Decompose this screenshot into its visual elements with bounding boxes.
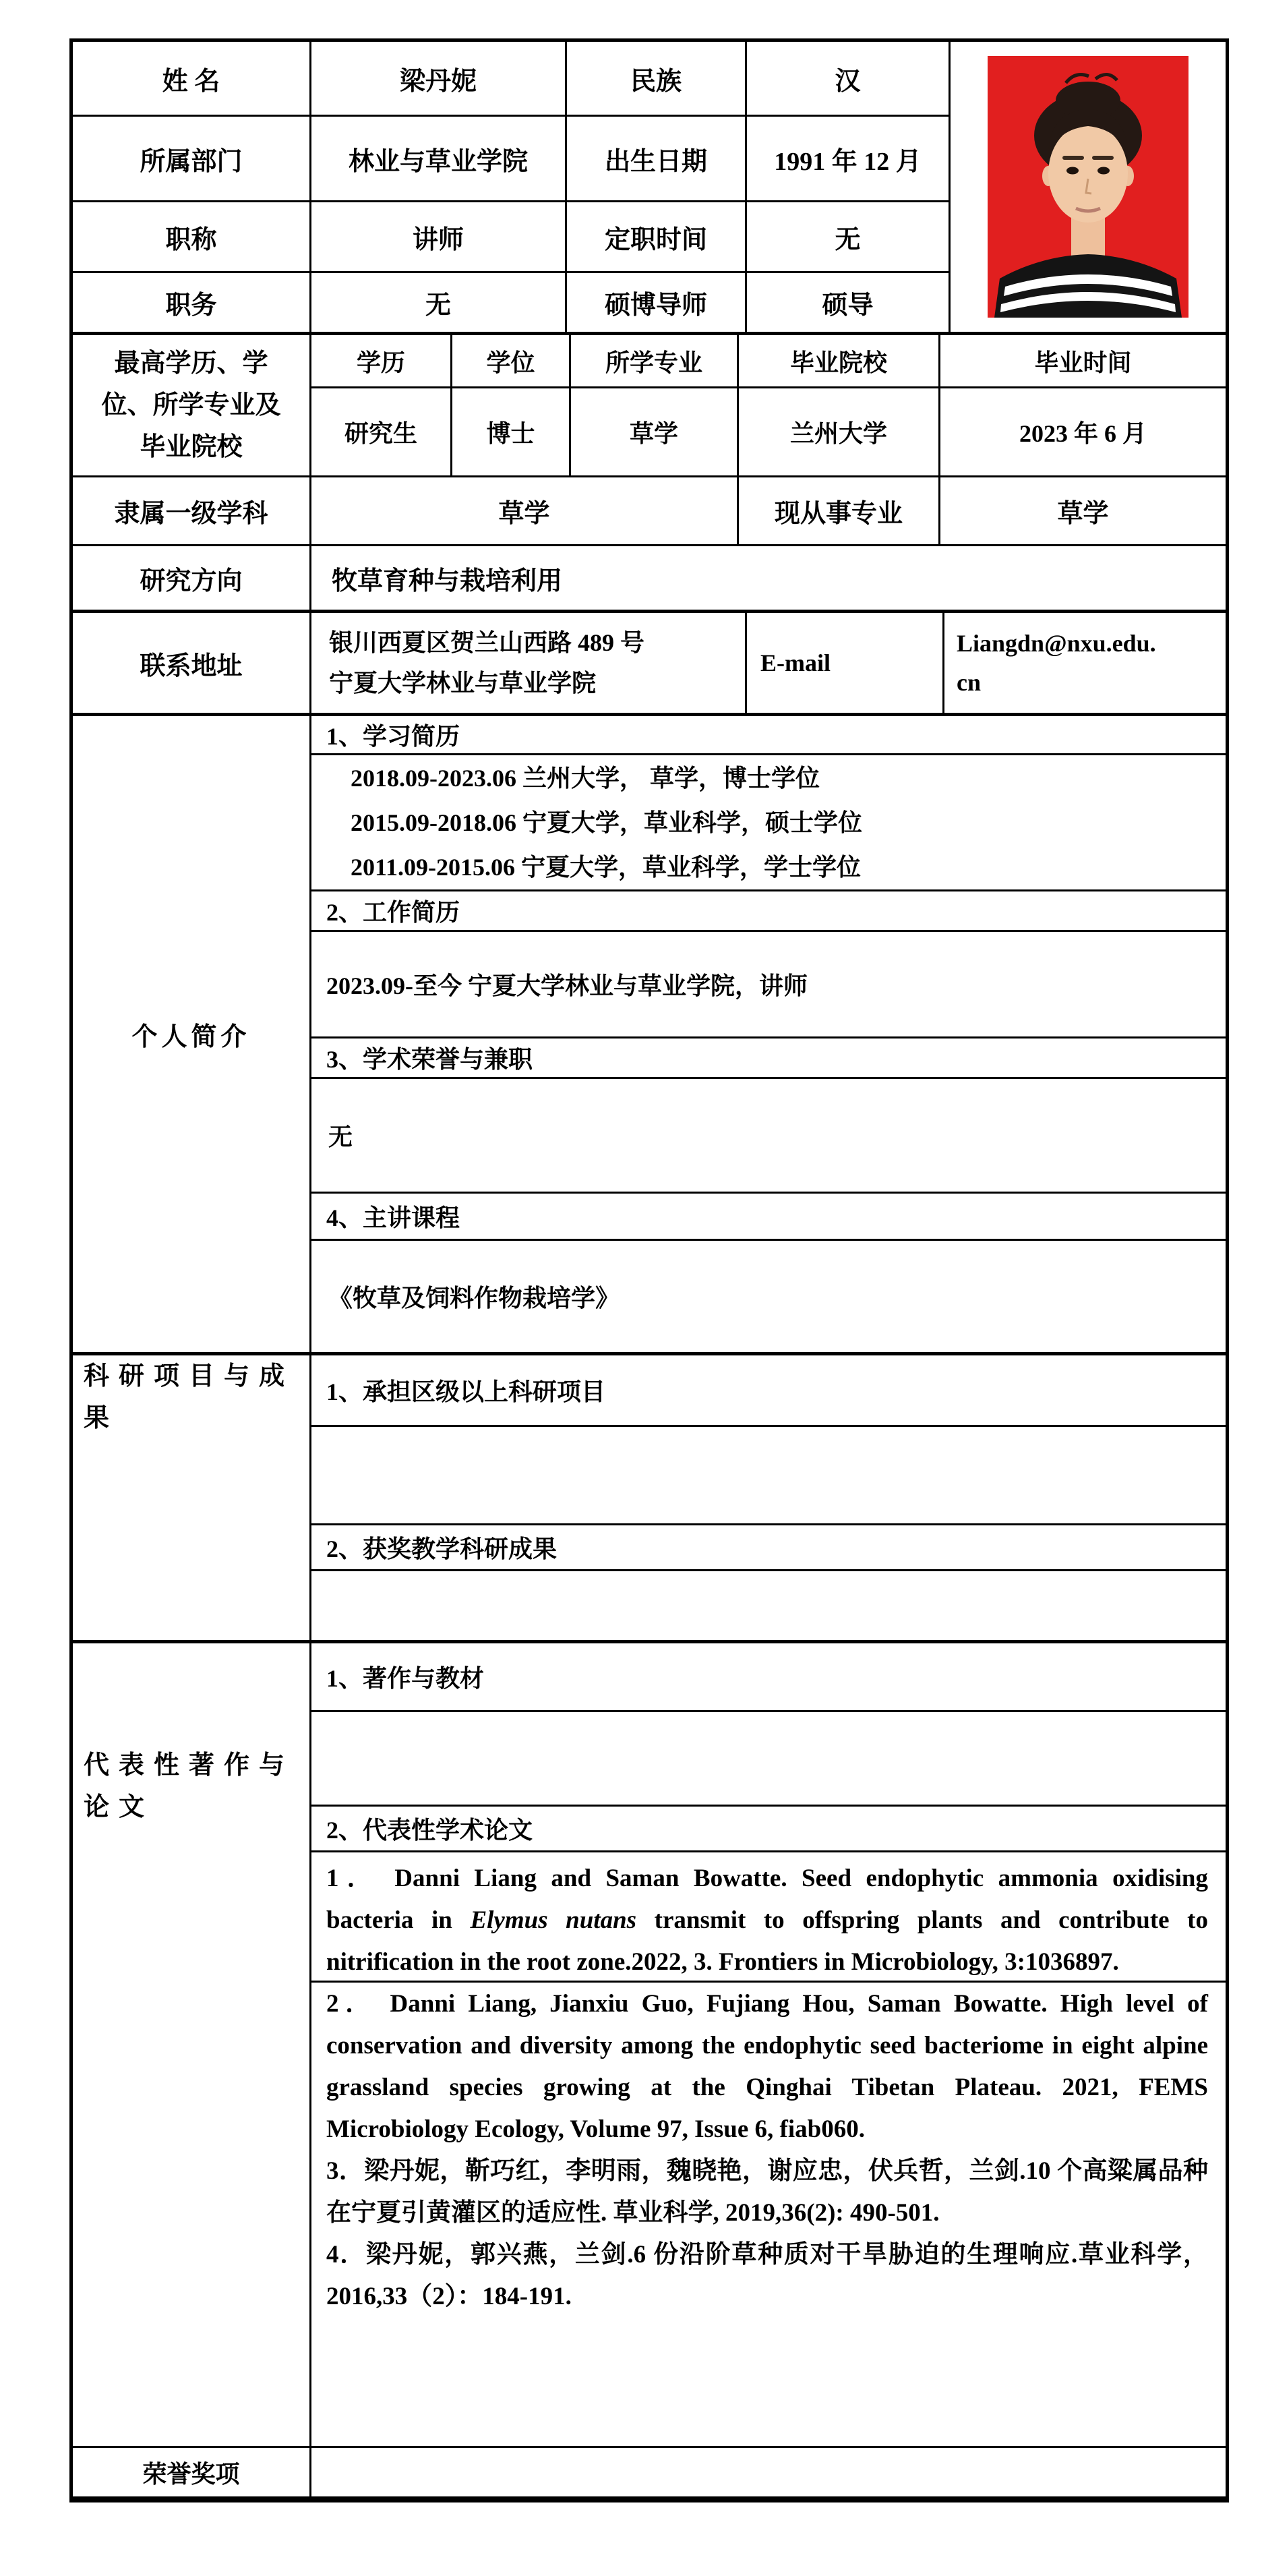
- species-name-italic: Elymus nutans: [470, 1906, 637, 1934]
- department-label: 所属部门: [73, 117, 311, 200]
- study-history-heading: 1、学习简历: [311, 716, 1226, 755]
- discipline-label: 隶属一级学科: [73, 477, 311, 544]
- education-grid: [311, 335, 1226, 475]
- publications-label: 代表性著作与 论文: [73, 1643, 311, 2446]
- honors-row: [73, 2448, 1226, 2496]
- honors-label: 荣誉奖项: [73, 2448, 311, 2496]
- books-heading: 1、著作与教材: [311, 1643, 1226, 1712]
- education-section: [73, 335, 1226, 477]
- discipline-value: 草学: [311, 477, 739, 544]
- table-row: [73, 273, 951, 332]
- publication-item-4: 4．梁丹妮，郭兴燕，兰剑.6 份沿阶草种质对干旱胁迫的生理响应.草业科学，2016,33（2）：184-191.: [326, 2241, 1208, 2310]
- profile-label: 个人简介: [73, 716, 311, 1352]
- honors-positions-line: 无: [311, 1079, 1226, 1194]
- major-value: 草学: [571, 388, 739, 475]
- publications-content: [311, 1643, 1226, 2446]
- major-header: 所学专业: [571, 335, 739, 386]
- graduation-time-value: 2023 年 6 月: [1019, 420, 1147, 447]
- address-line-2: 宁夏大学林业与草业学院: [329, 670, 597, 697]
- courses-line: 《牧草及饲料作物栽培学》: [328, 1285, 620, 1312]
- research-direction-row: [73, 546, 1226, 613]
- study-line: 2011.09-2015.06 宁夏大学，草业科学，学士学位: [351, 853, 862, 881]
- birthdate-label: 出生日期: [567, 117, 747, 200]
- discipline-row: [73, 477, 1226, 546]
- graduation-time-header: 毕业时间: [1034, 349, 1132, 376]
- contact-address-label: 联系地址: [73, 613, 311, 713]
- current-major-value: 草学: [1057, 500, 1109, 528]
- awards-content: [311, 1571, 1226, 1640]
- contact-address-value: [311, 613, 747, 713]
- research-projects-content: [311, 1355, 1226, 1640]
- degree-level-value: 研究生: [311, 388, 452, 475]
- supervisor-label: 硕博导师: [567, 273, 747, 332]
- study-line: 2015.09-2018.06 宁夏大学，草业科学，硕士学位: [351, 809, 862, 836]
- profile-section: [73, 716, 1226, 1355]
- projects-heading: 1、承担区级以上科研项目: [311, 1355, 1226, 1427]
- address-line-1: 银川西夏区贺兰山西路 489 号: [329, 629, 645, 656]
- courses-heading: 4、主讲课程: [311, 1194, 1226, 1241]
- top-info-grid: [73, 42, 951, 332]
- papers-heading: 2、代表性学术论文: [311, 1807, 1226, 1852]
- research-projects-label: 科研项目与成 果: [73, 1355, 311, 1640]
- honors-positions-heading: 3、学术荣誉与兼职: [311, 1038, 1226, 1079]
- books-content: [311, 1712, 1226, 1807]
- row-divider-line: [311, 1981, 1226, 1983]
- publication-item-1: 1． Danni Liang and Saman Bowatte. Seed endophytic ammonia oxidising bacteria in Elymus nutans transmit to offspring plants and contribute to nitrification in the root zone.2022, 3. Frontiers in Microbiology, 3:1036897.: [326, 1865, 1208, 1976]
- research-direction-label: 研究方向: [73, 546, 311, 610]
- research-direction-value: 牧草育种与栽培利用: [332, 566, 563, 595]
- contact-row: [73, 613, 1226, 716]
- title-label: 职称: [73, 202, 311, 271]
- degree-header: 学位: [452, 335, 571, 386]
- school-value: 兰州大学: [739, 388, 940, 475]
- portrait-illustration: [988, 56, 1188, 318]
- photo-cell: [951, 42, 1226, 332]
- degree-value: 博士: [452, 388, 571, 475]
- education-label: 最高学历、学 位、所学专业及 毕业院校: [73, 335, 311, 475]
- degree-level-header: 学历: [311, 335, 452, 386]
- email-line-1: Liangdn@nxu.edu.: [957, 630, 1156, 657]
- top-info-section: [73, 42, 1226, 335]
- study-history-lines: [311, 755, 1226, 891]
- email-line-2: cn: [957, 669, 981, 696]
- table-row: [73, 117, 951, 202]
- work-history-heading: 2、工作简历: [311, 891, 1226, 932]
- table-row: [73, 42, 951, 117]
- publication-item-3: 3．梁丹妮，靳巧红，李明雨，魏晓艳，谢应忠，伏兵哲，兰剑.10 个高粱属品种在宁夏引黄灌区的适应性. 草业科学, 2019,36(2): 490-501.: [326, 2157, 1208, 2227]
- post-value: 无: [311, 273, 567, 332]
- honors-value: [311, 2448, 1226, 2496]
- education-value-row: [311, 388, 1226, 475]
- email-label: E-mail: [747, 613, 944, 713]
- appointment-time-label: 定职时间: [567, 202, 747, 271]
- study-line: 2018.09-2023.06 兰州大学， 草学，博士学位: [351, 764, 820, 792]
- work-history-line: 2023.09-至今 宁夏大学林业与草业学院，讲师: [311, 932, 1226, 1038]
- profile-content: [311, 716, 1226, 1352]
- research-projects-section: [73, 1355, 1226, 1643]
- awards-heading: 2、获奖教学科研成果: [311, 1525, 1226, 1571]
- name-label: 姓 名: [73, 42, 311, 115]
- current-major-label: 现从事专业: [739, 477, 940, 544]
- birthdate-value: 1991 年 12 月: [747, 117, 951, 200]
- publication-item-2: 2． Danni Liang, Jianxiu Guo, Fujiang Hou, Saman Bowatte. High level of conservation and diversity among the endophytic seed bacteriome in eight alpine grassland species growing at the Qinghai Tibetan Plateau. 2021, FEMS Microbiology Ecology, Volume 97, Issue 6, fiab060.: [326, 1990, 1208, 2143]
- education-header-row: [311, 335, 1226, 388]
- ethnicity-value: 汉: [747, 42, 951, 115]
- title-value: 讲师: [311, 202, 567, 271]
- portrait-photo: [988, 56, 1188, 318]
- school-header: 毕业院校: [739, 335, 940, 386]
- name-value: 梁丹妮: [311, 42, 567, 115]
- email-value: [944, 613, 1226, 713]
- table-row: [73, 202, 951, 273]
- ethnicity-label: 民族: [567, 42, 747, 115]
- faculty-profile-table: [69, 38, 1229, 2502]
- post-label: 职务: [73, 273, 311, 332]
- publications-section: [73, 1643, 1226, 2448]
- projects-content: [311, 1427, 1226, 1525]
- appointment-time-value: 无: [747, 202, 951, 271]
- supervisor-value: 硕导: [747, 273, 951, 332]
- papers-list: [311, 1852, 1226, 2446]
- department-value: 林业与草业学院: [311, 117, 567, 200]
